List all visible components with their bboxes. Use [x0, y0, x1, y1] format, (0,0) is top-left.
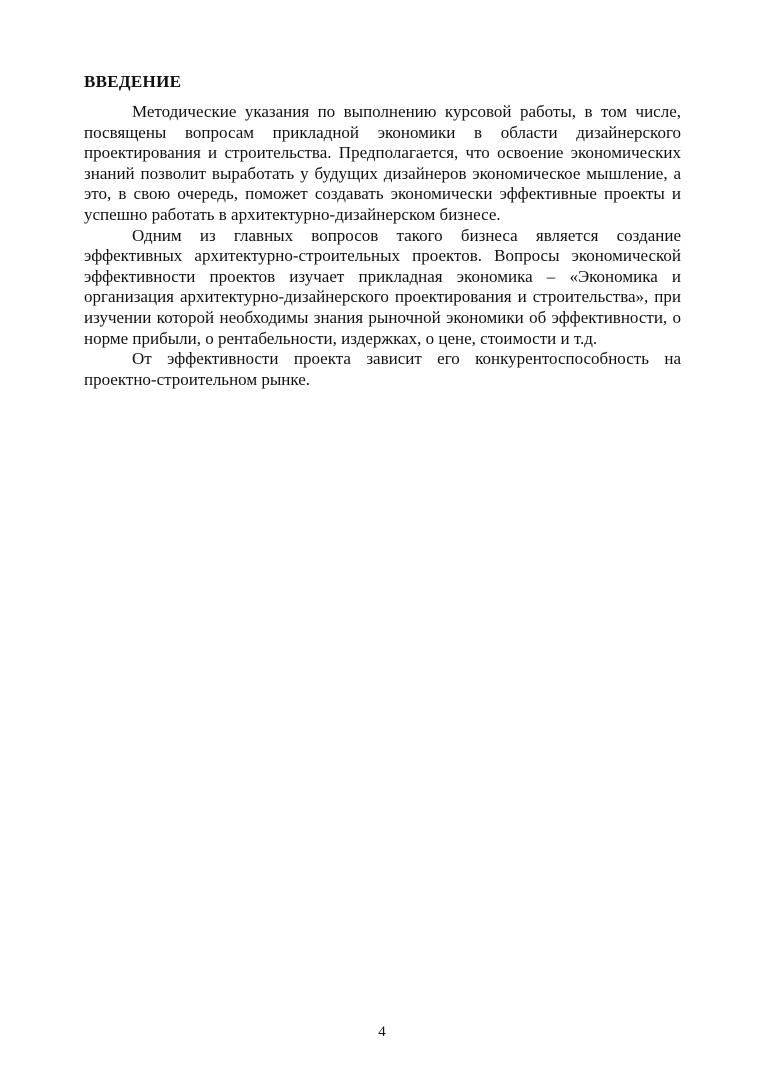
- paragraph-1: Методические указания по выполнению курсовой работы, в том числе, посвящены вопросам прикладной экономики в области дизайнерского проектирования и строительства. Предполагается, что освоение экономических знаний позволит выработать у будущих дизайнеров экономическое мышление, а это, в свою очередь, поможет создавать экономически эффективные проекты и успешно работать в архитектурно-дизайнерском бизнесе.: [84, 102, 681, 224]
- document-page: [84, 66, 681, 390]
- section-heading: ВВЕДЕНИЕ: [84, 72, 182, 91]
- paragraph-3: От эффективности проекта зависит его конкурентоспособность на проектно-строительном рынке.: [84, 349, 681, 389]
- page-number: 4: [378, 1024, 386, 1040]
- paragraph-2: Одним из главных вопросов такого бизнеса является создание эффективных архитектурно-строительных проектов. Вопросы экономической эффективности проектов изучает прикладная экономика – «Экономика и организация архитектурно-дизайнерского проектирования и строительства», при изучении которой необходимы знания рыночной экономики об эффективности, о норме прибыли, о рентабельности, издержках, о цене, стоимости и т.д.: [84, 225, 681, 348]
